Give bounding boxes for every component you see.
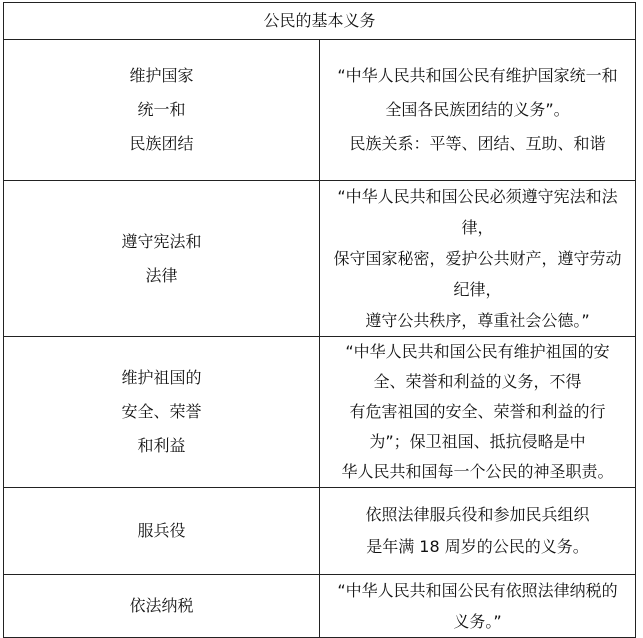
label-line: 服兵役 (137, 521, 186, 540)
label-line: 依法纳税 (129, 596, 194, 615)
row-content (320, 575, 636, 638)
content-line: 遵守公共秩序，尊重社会公德。” (365, 311, 590, 330)
label-line: 安全、荣誉 (121, 402, 202, 421)
table-title-row (4, 3, 636, 40)
row-label (4, 337, 320, 488)
duties-table (3, 2, 636, 638)
row-label (4, 575, 320, 638)
row-content (320, 488, 636, 575)
content-line: “中华人民共和国公民有依照法律纳税的义务。” (337, 581, 618, 631)
row-label (4, 488, 320, 575)
label-line: 法律 (145, 265, 178, 285)
row-content (320, 181, 636, 337)
content-line: “中华人民共和国公民有维护祖国的安全、荣誉和利益的义务，不得 (345, 342, 610, 391)
content-line: 保守国家秘密，爱护公共财产，遵守劳动纪律， (333, 249, 622, 299)
table-row (4, 40, 636, 181)
label-line: 民族团结 (129, 134, 194, 153)
content-line: 有危害祖国的安全、荣誉和利益的行为”；保卫祖国、抵抗侵略是中 (349, 402, 606, 451)
content-line: 是年满 18 周岁的公民的义务。 (366, 537, 589, 556)
content-line: 依照法律服兵役和参加民兵组织 (365, 505, 590, 524)
label-line: 和利益 (137, 436, 186, 455)
table-row (4, 181, 636, 337)
table-row (4, 488, 636, 575)
label-line: 维护国家 (129, 66, 194, 85)
label-line: 统一和 (137, 100, 186, 119)
row-content (320, 40, 636, 181)
content-line: “中华人民共和国公民必须遵守宪法和法律， (337, 187, 618, 237)
label-line: 遵守宪法和 (121, 231, 202, 251)
content-line: 华人民共和国每一个公民的神圣职责。 (341, 462, 614, 481)
content-line: “中华人民共和国公民有维护国家统一和全国各民族团结的义务”。 (337, 66, 618, 119)
content-line: 民族关系：平等、团结、互助、和谐 (349, 134, 606, 153)
table-row (4, 337, 636, 488)
row-label (4, 40, 320, 181)
row-content (320, 337, 636, 488)
label-line: 维护祖国的 (121, 368, 202, 387)
table-title: 公民的基本义务 (4, 3, 636, 40)
row-label (4, 181, 320, 337)
table-row (4, 575, 636, 638)
